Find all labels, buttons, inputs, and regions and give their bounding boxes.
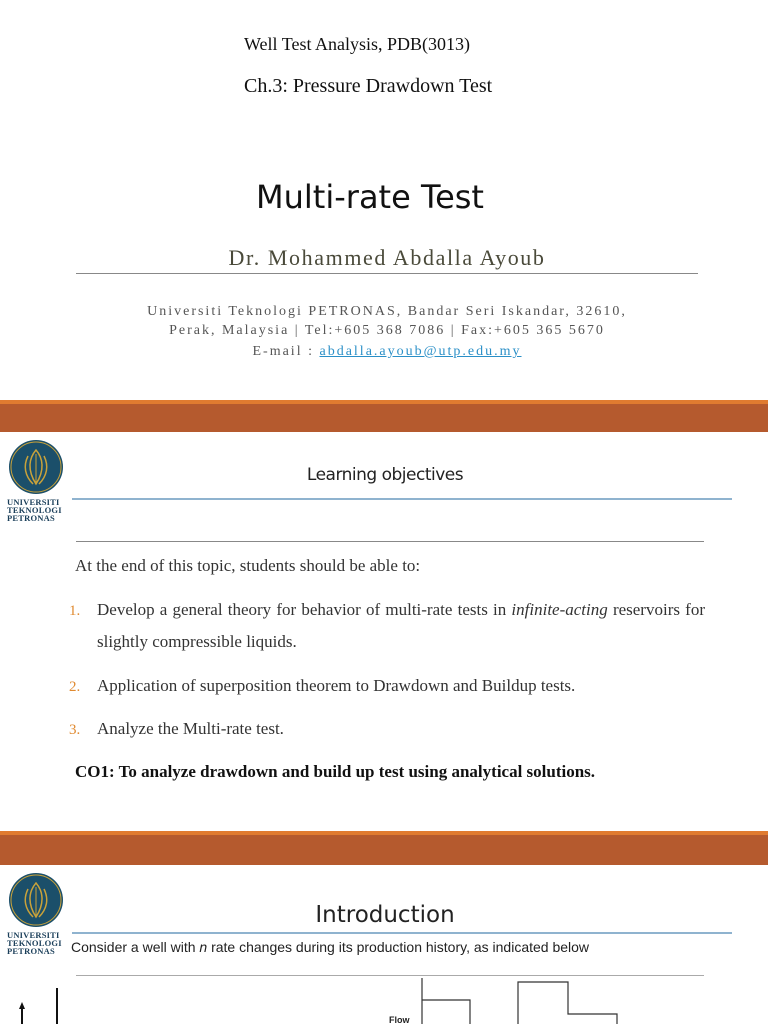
rate-step-2 (518, 982, 617, 1024)
objective-2: Application of superposition theorem to Drawdown and Buildup tests. (97, 676, 576, 695)
utp-logo-text (5, 498, 65, 522)
introduction-text (71, 939, 589, 955)
email-line (0, 344, 768, 360)
flow-label: Flow (389, 1015, 410, 1024)
objective-number-3: 3. (69, 722, 81, 738)
slide-separator-band (0, 400, 768, 432)
course-title: Well Test Analysis, PDB(3013) (244, 34, 470, 54)
intro-text-b: rate changes during its production history, as indicated below (207, 939, 590, 955)
logo-line-2: TEKNOLOGI (7, 938, 62, 948)
objective-3: Analyze the Multi-rate test. (97, 719, 284, 738)
arrow-head-icon (19, 1002, 25, 1009)
author-name: Dr. Mohammed Abdalla Ayoub (228, 245, 546, 270)
address-line-2: Perak, Malaysia | Tel:+605 368 7086 | Fax:+605 365 5670 (169, 323, 605, 338)
objective-number-1: 1. (69, 603, 81, 619)
intro-italic-n: n (199, 939, 208, 955)
logo-line-3: PETRONAS (7, 946, 55, 956)
title-divider (76, 273, 698, 274)
band-accent (0, 400, 768, 404)
heading-underline (72, 498, 732, 500)
email-link[interactable]: abdalla.ayoub@utp.edu.my (319, 344, 522, 359)
course-outcome: CO1: To analyze drawdown and build up test using analytical solutions. (75, 762, 596, 781)
objective-1 (97, 594, 705, 658)
address-line-1: Universiti Teknologi PETRONAS, Bandar Seri Iskandar, 32610, (147, 304, 627, 319)
introduction-heading: Introduction (315, 902, 455, 928)
objective-1-italic: infinite-acting (511, 600, 608, 619)
objective-number-2: 2. (69, 679, 81, 695)
logo-line-1: UNIVERSITI (7, 930, 60, 940)
rate-step-1 (422, 978, 470, 1024)
learning-objectives-heading: Learning objectives (306, 465, 464, 485)
logo-line-1: UNIVERSITI (7, 497, 60, 507)
slide-title: Multi-rate Test (256, 178, 484, 216)
logo-line-3: PETRONAS (7, 513, 55, 523)
objectives-intro: At the end of this topic, students should be able to: (75, 556, 421, 575)
band-accent (0, 831, 768, 835)
objective-1-text-a: Develop a general theory for behavior of multi-rate tests in (97, 600, 512, 619)
utp-logo-text (5, 931, 65, 955)
objective-1-text-b: reservoirs for slightly compressible liquids. (97, 600, 705, 651)
rate-history-figure (0, 976, 768, 1024)
chapter-title: Ch.3: Pressure Drawdown Test (244, 75, 493, 97)
email-label: E-mail : (252, 344, 320, 359)
intro-text-a: Consider a well with (71, 939, 200, 955)
heading-underline (72, 932, 732, 934)
content-divider (76, 541, 704, 542)
logo-line-2: TEKNOLOGI (7, 505, 62, 515)
slide-separator-band (0, 831, 768, 865)
